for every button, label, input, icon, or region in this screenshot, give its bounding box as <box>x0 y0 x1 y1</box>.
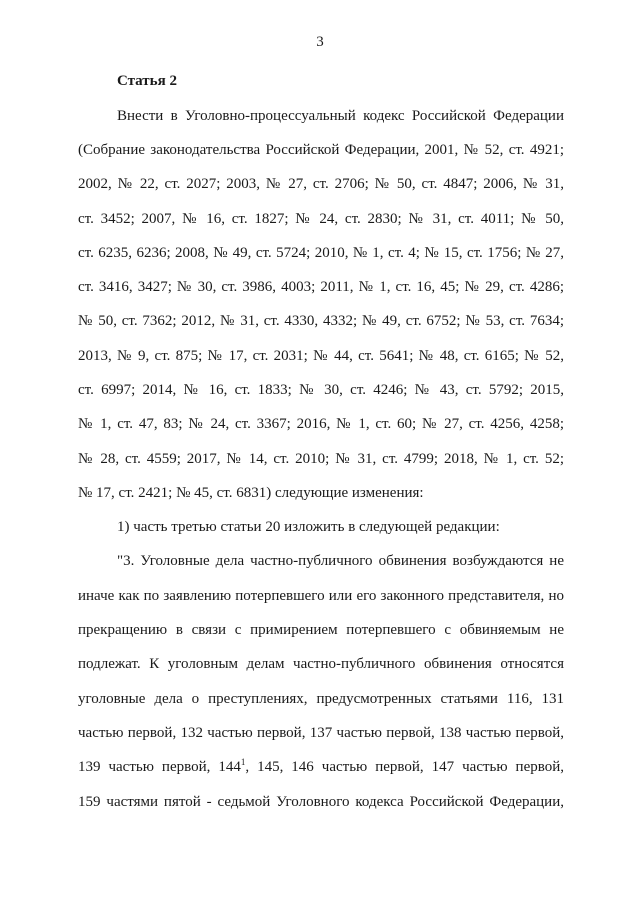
body-line: прекращению в связи с примирением потерпевшего с обвиняемым не <box>78 622 564 638</box>
body-line: № 17, ст. 2421; № 45, ст. 6831) следующие изменения: <box>78 485 424 501</box>
body-line: № 28, ст. 4559; 2017, № 14, ст. 2010; № 31, ст. 4799; 2018, № 1, ст. 52; <box>78 451 564 467</box>
body-line: ст. 6997; 2014, № 16, ст. 1833; № 30, ст. 4246; № 43, ст. 5792; 2015, <box>78 382 564 398</box>
body-line: 2013, № 9, ст. 875; № 17, ст. 2031; № 44, ст. 5641; № 48, ст. 6165; № 52, <box>78 348 564 364</box>
article-heading: Статья 2 <box>117 73 177 89</box>
body-line: 159 частями пятой - седьмой Уголовного кодекса Российской Федерации, <box>78 794 564 810</box>
page-number: 3 <box>316 34 324 50</box>
line-text: , 145, 146 частью первой, 147 частью первой, <box>245 759 564 775</box>
body-line: иначе как по заявлению потерпевшего или его законного представителя, но <box>78 588 564 604</box>
body-line: ст. 6235, 6236; 2008, № 49, ст. 5724; 2010, № 1, ст. 4; № 15, ст. 1756; № 27, <box>78 245 564 261</box>
superscript: 1 <box>240 757 246 767</box>
body-line: № 1, ст. 47, 83; № 24, ст. 3367; 2016, № 1, ст. 60; № 27, ст. 4256, 4258; <box>78 416 564 432</box>
body-line: Внести в Уголовно-процессуальный кодекс Российской Федерации <box>117 108 564 124</box>
body-line: ст. 3416, 3427; № 30, ст. 3986, 4003; 2011, № 1, ст. 16, 45; № 29, ст. 4286; <box>78 279 564 295</box>
body-line: 2002, № 22, ст. 2027; 2003, № 27, ст. 2706; № 50, ст. 4847; 2006, № 31, <box>78 176 564 192</box>
body-line: 1) часть третью статьи 20 изложить в следующей редакции: <box>117 519 500 535</box>
body-line: ст. 3452; 2007, № 16, ст. 1827; № 24, ст. 2830; № 31, ст. 4011; № 50, <box>78 211 564 227</box>
body-line: № 50, ст. 7362; 2012, № 31, ст. 4330, 4332; № 49, ст. 6752; № 53, ст. 7634; <box>78 313 564 329</box>
line-text: 139 частью первой, 144 <box>78 759 241 775</box>
body-line: частью первой, 132 частью первой, 137 частью первой, 138 частью первой, <box>78 725 564 741</box>
body-line: подлежат. К уголовным делам частно-публичного обвинения относятся <box>78 656 564 672</box>
body-line: уголовные дела о преступлениях, предусмотренных статьями 116, 131 <box>78 691 564 707</box>
body-line <box>78 757 564 777</box>
body-line: (Собрание законодательства Российской Федерации, 2001, № 52, ст. 4921; <box>78 142 564 158</box>
body-line: "3. Уголовные дела частно-публичного обвинения возбуждаются не <box>117 553 564 569</box>
